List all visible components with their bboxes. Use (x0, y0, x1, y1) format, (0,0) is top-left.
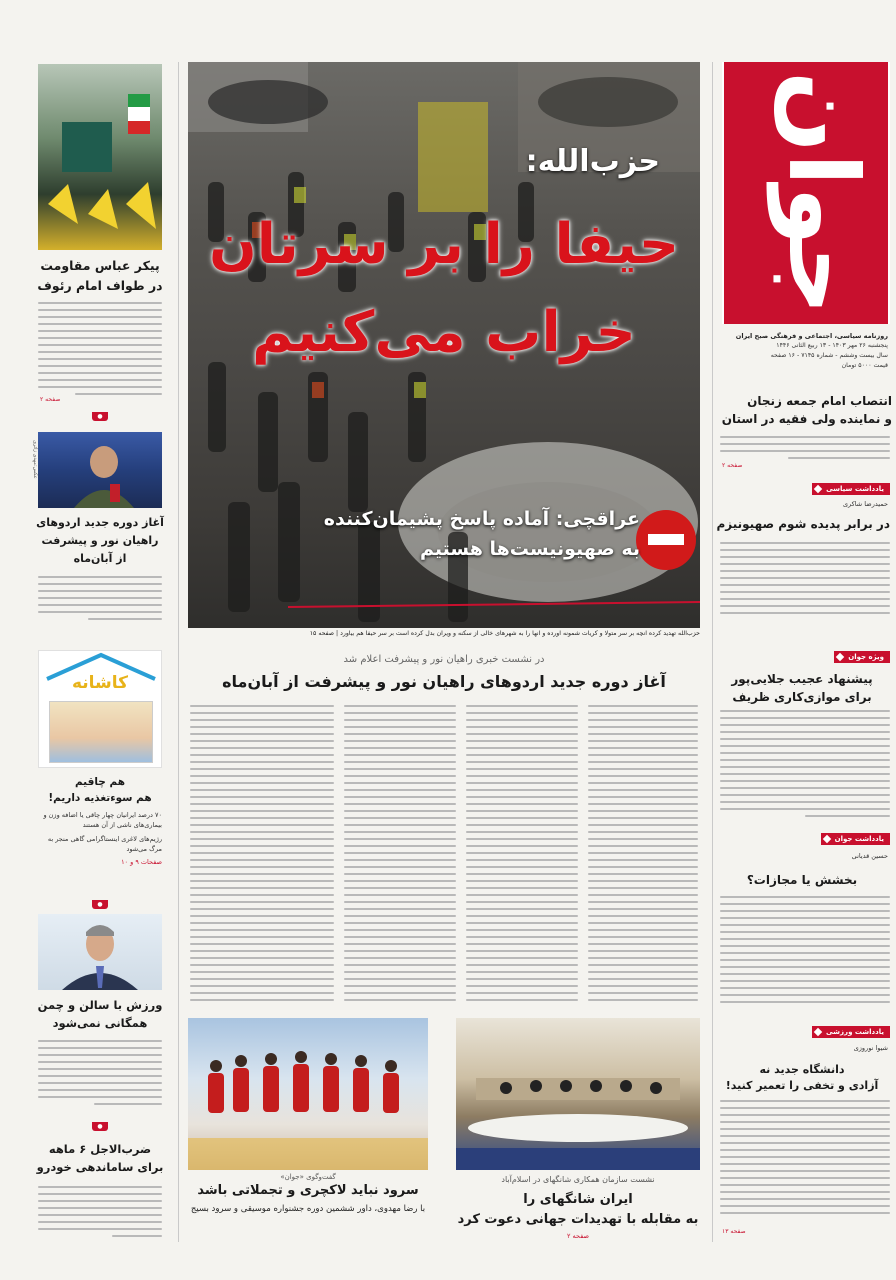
main-sub-line-1[interactable]: عراقچی: آماده پاسخ پشیمان‌کننده (323, 508, 640, 530)
badge-special: ویژه جوان (834, 651, 890, 663)
divider-right (712, 62, 713, 1242)
abbas-title-line-2: در طواف امام رئوف (37, 278, 163, 293)
sport-headline[interactable] (36, 996, 164, 1032)
abbas-photo (38, 64, 162, 250)
issue-line: سال بیست وششم - شماره ۷۱۴۵ - ۱۶ صفحه (770, 352, 888, 359)
date-line: پنجشنبه ۲۶ مهر ۱۴۰۳ - ۱۳ ربیع الثانی ۱۴۴۶ (776, 342, 888, 349)
kashaneh-title-line-2: هم سوءتغذیه داریم! (48, 792, 152, 804)
kashaneh-bullet-1: ۷۰ درصد ایرانیان چهار چاقی یا اضافه وزن و بیماری‌های ناشی از آن هستند (43, 811, 162, 829)
author-political: حمیدرضا شاکری (842, 500, 888, 508)
author-sport: شیوا نوروزی (853, 1044, 888, 1052)
drive-title-line-2: برای ساماندهی خودرو (36, 1160, 164, 1174)
forgive-headline[interactable]: بخشش یا مجازات؟ (746, 873, 858, 887)
tagline: روزنامه سیاسی، اجتماعی و فرهنگی صبح ایران (735, 332, 888, 340)
uni-title-line-2: آزادی و تخفی را تعمیر کنید! (725, 1079, 879, 1092)
note1-headline[interactable]: در برابر پدیده شوم صهیونیزم (716, 517, 890, 531)
drive-title-line-1: ضرب‌الاجل ۶ ماهه (48, 1142, 152, 1156)
uni-title-line-1: دانشگاه جدید نه (759, 1063, 845, 1076)
page-marker-3: ● (92, 1122, 108, 1131)
logo: جوان (724, 62, 888, 324)
nour-left-title-line-2: راهیان نور و پیشرفت (41, 534, 159, 547)
nour-left-title-line-1: آغاز دوره جدید اردوهای (36, 516, 164, 529)
kashaneh-bullet-2: رژیم‌های لاغری اینستاگرامی گاهی منجر به مرگ می‌شود (47, 835, 162, 853)
nour-text-col-3 (344, 705, 456, 1005)
page-marker-1: ● (92, 412, 108, 421)
price: قیمت ۵۰۰۰ تومان (841, 362, 888, 369)
nour-left-headline[interactable] (36, 514, 164, 568)
kashaneh-logo: کاشانه (71, 673, 129, 693)
divider-left (178, 62, 179, 1242)
author-javan: حسین قدیانی (851, 852, 888, 860)
badge-javan-note: یادداشت جوان (821, 833, 890, 845)
kashaneh-cover (49, 701, 153, 763)
shrine-graphic (38, 64, 162, 250)
sport-title-line-2: همگانی نمی‌شود (52, 1016, 148, 1030)
masthead (722, 62, 890, 324)
nour-commander-photo (38, 432, 162, 508)
uni-headline[interactable] (714, 1062, 890, 1094)
choir-graphic (188, 1018, 428, 1170)
nour-kicker: در نشست خبری راهیان نور و پیشرفت اعلام شد (343, 654, 545, 665)
bottom-right-page: صفحه ۲ (566, 1232, 590, 1240)
sport-photo (38, 914, 162, 990)
page-marker-2: ● (92, 900, 108, 909)
bottom-right-title-line-2: به مقابله با تهدیدات جهانی دعوت کرد (457, 1212, 699, 1227)
kashaneh-box[interactable] (38, 650, 162, 768)
sport-title-line-1: ورزش با سالن و چمن (37, 998, 163, 1012)
nour-text-col-4 (190, 705, 334, 1005)
main-headline-line-2[interactable]: خراب می‌کنیم (252, 300, 636, 365)
abbas-text (38, 302, 162, 402)
nour-text-col-2 (466, 705, 578, 1005)
commander-graphic (38, 432, 162, 508)
abbas-headline[interactable] (36, 256, 164, 296)
nour-left-text (38, 576, 162, 628)
uni-text (720, 1100, 890, 1228)
main-photo (188, 62, 700, 628)
sport-text (38, 1040, 162, 1116)
main-kicker: حزب‌الله: (525, 144, 660, 179)
appoint-title-line-1: انتصاب امام جمعه زنجان (747, 394, 892, 408)
minister-graphic (38, 914, 162, 990)
bottom-right-kicker: نشست سازمان همکاری شانگهای در اسلام‌آباد (501, 1175, 655, 1184)
nour-left-title-line-3: از آبان‌ماه (73, 552, 127, 565)
abbas-page: صفحه ۲ (40, 396, 61, 403)
bottom-left-headline[interactable]: سرود نباید لاکچری و تجملاتی باشد (197, 1183, 419, 1198)
main-sub-line-2[interactable]: به صهیونیست‌ها هستیم (419, 538, 640, 560)
appoint-text (720, 436, 890, 474)
special-title-line-1: پیشنهاد عجیب جلایی‌پور (731, 672, 873, 686)
summit-graphic (456, 1018, 700, 1170)
bottom-right-headline[interactable] (456, 1190, 700, 1230)
appoint-headline[interactable] (716, 392, 892, 428)
uni-page: صفحه ۱۳ (722, 1228, 746, 1235)
nour-headline[interactable]: آغاز دوره جدید اردوهای راهیان نور و پیشرفت از آبان‌ماه (222, 672, 666, 691)
bottom-left-photo (188, 1018, 428, 1170)
special-title-line-2: برای موازی‌کاری ظریف (732, 690, 872, 704)
main-caption: حزب‌الله تهدید کرده آنچه بر سر متولا و کریات شمونه آورده و آنها را به شهرهای خالی از سکنه و ویران بدل کرده است بر سر حیفا هم بیاورد | صفحه ۱۵ (309, 630, 700, 637)
bottom-left-kicker: گفت‌وگوی «جوان» (280, 1173, 336, 1181)
kashaneh-title-line-1: هم چاقیم (74, 776, 126, 788)
nour-text-col-1 (588, 705, 698, 1005)
appoint-title-line-2: و نماینده ولی فقیه در استان (721, 412, 892, 426)
special-text (720, 710, 890, 820)
bottom-left-sub: با رضا مهدوی، داور ششمین دوره جشنواره موسیقی و سرود بسیج (190, 1204, 426, 1214)
badge-political-note: یادداشت سیاسی (812, 483, 890, 495)
kashaneh-page: صفحات ۹ و ۱۰ (121, 858, 162, 866)
appoint-page: صفحه ۲ (722, 462, 743, 469)
forgive-text (720, 896, 890, 1012)
note1-text (720, 542, 890, 622)
main-headline-line-1[interactable]: حیفا را بر سرتان (208, 212, 680, 277)
bottom-right-title-line-1: ایران شانگهای را (523, 1192, 633, 1207)
bottom-right-photo (456, 1018, 700, 1170)
photo-credit: عکس:مهدی زائری (32, 440, 38, 479)
drive-text (38, 1186, 162, 1242)
special-headline[interactable] (714, 670, 890, 706)
drive-headline[interactable] (36, 1140, 164, 1176)
badge-sport-note: یادداشت ورزشی (812, 1026, 890, 1038)
abbas-title-line-1: پیکر عباس مقاومت (40, 258, 160, 273)
kashaneh-headline[interactable] (36, 774, 164, 806)
